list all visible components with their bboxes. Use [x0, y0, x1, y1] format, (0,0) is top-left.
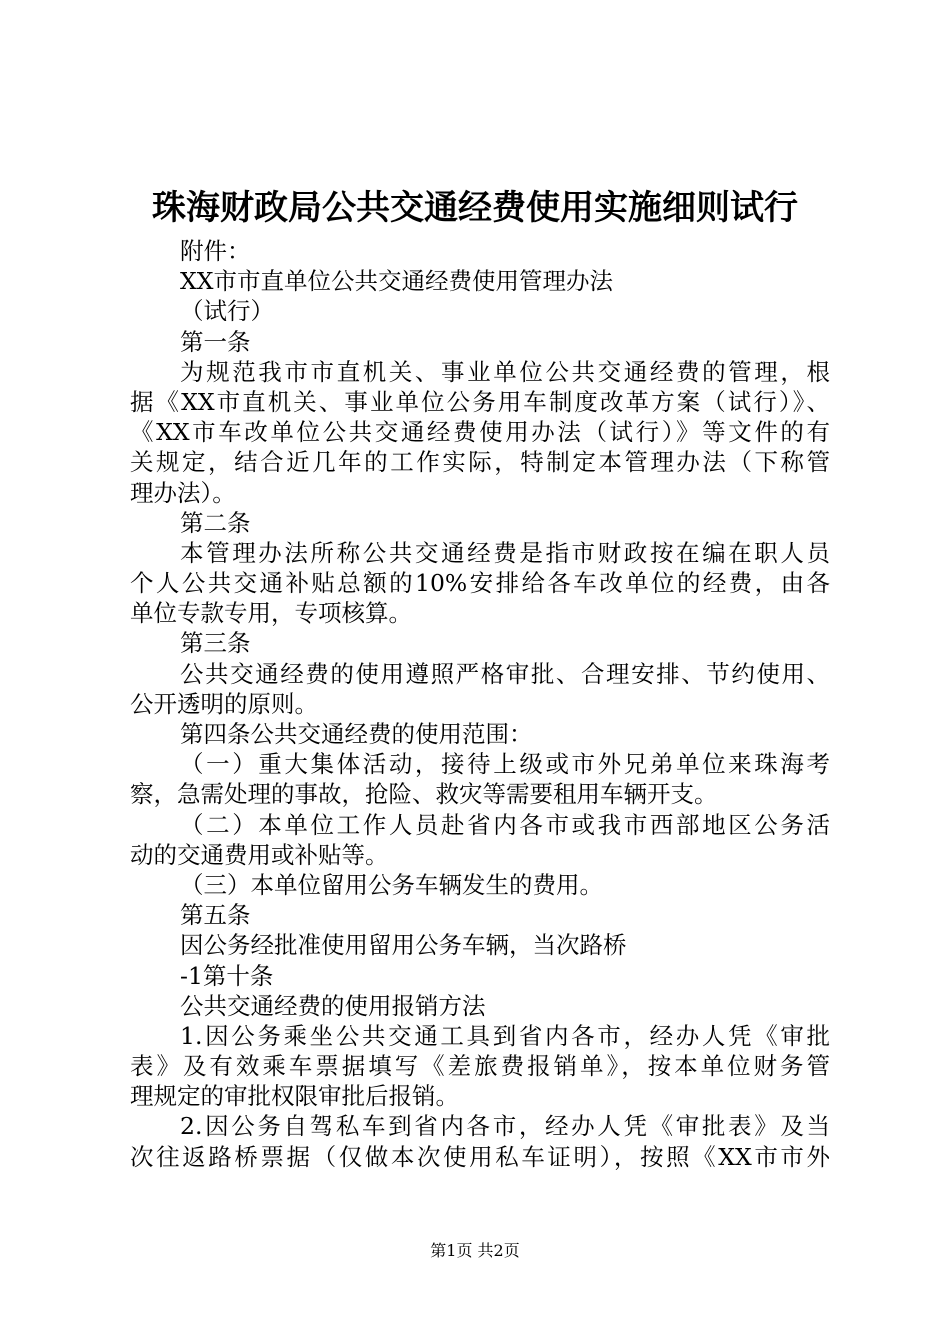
- body-line: （一）重大集体活动，接待上级或市外兄弟单位来珠海考: [180, 750, 830, 779]
- document-title: 珠海财政局公共交通经费使用实施细则试行: [152, 188, 798, 228]
- body-line: （三）本单位留用公务车辆发生的费用。: [180, 870, 603, 899]
- body-line: 公共交通经费的使用报销方法: [180, 991, 486, 1020]
- body-line: 次往返路桥票据（仅做本次使用私车证明），按照《XX市市外: [130, 1142, 830, 1171]
- body-line: 2.因公务自驾私车到省内各市，经办人凭《审批表》及当: [180, 1112, 830, 1141]
- body-line: 《XX市车改单位公共交通经费使用办法（试行）》等文件的有: [130, 418, 830, 447]
- body-line: 1.因公务乘坐公共交通工具到省内各市，经办人凭《审批: [180, 1021, 830, 1050]
- body-line: 表》及有效乘车票据填写《差旅费报销单》，按本单位财务管: [130, 1052, 830, 1081]
- body-line: 公开透明的原则。: [130, 689, 318, 718]
- body-line: （二）本单位工作人员赴省内各市或我市西部地区公务活: [180, 810, 830, 839]
- body-line: 个人公共交通补贴总额的10%安排给各车改单位的经费，由各: [130, 569, 830, 598]
- body-line: 第二条: [180, 508, 251, 537]
- body-line: 本管理办法所称公共交通经费是指市财政按在编在职人员: [180, 538, 830, 567]
- body-line: 第三条: [180, 629, 251, 658]
- document-body: [130, 236, 830, 1172]
- page-footer: 第1页 共2页: [430, 1241, 520, 1260]
- body-line: 为规范我市市直机关、事业单位公共交通经费的管理，根: [180, 357, 830, 386]
- body-line: 第五条: [180, 901, 251, 930]
- body-line: 理规定的审批权限审批后报销。: [130, 1082, 459, 1111]
- body-line: 动的交通费用或补贴等。: [130, 840, 389, 869]
- body-line: -1第十条: [180, 961, 274, 990]
- body-line: 关规定，结合近几年的工作实际，特制定本管理办法（下称管: [130, 448, 830, 477]
- body-line: 第四条公共交通经费的使用范围：: [180, 720, 533, 748]
- body-line: 第一条: [180, 327, 251, 356]
- body-line: 因公务经批准使用留用公务车辆，当次路桥: [180, 931, 627, 960]
- body-line: （试行）: [180, 297, 274, 326]
- body-line: 附件：: [180, 237, 251, 265]
- body-line: 据《XX市直机关、事业单位公务用车制度改革方案（试行）》、: [130, 387, 830, 416]
- body-line: 察，急需处理的事故，抢险、救灾等需要租用车辆开支。: [130, 780, 718, 809]
- body-line: XX市市直单位公共交通经费使用管理办法: [180, 267, 613, 296]
- body-line: 理办法）。: [130, 478, 236, 507]
- body-line: 单位专款专用，专项核算。: [130, 599, 412, 628]
- body-line: 公共交通经费的使用遵照严格审批、合理安排、节约使用、: [180, 659, 830, 688]
